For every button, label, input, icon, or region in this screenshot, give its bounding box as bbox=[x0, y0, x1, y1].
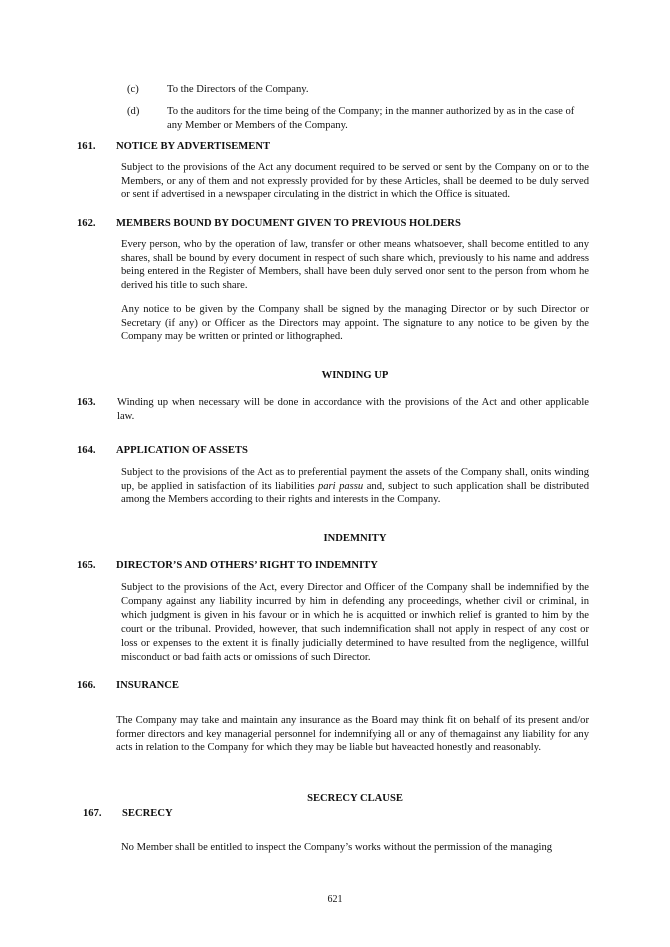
section-166-heading: INSURANCE bbox=[116, 680, 179, 691]
section-167-number: 167. bbox=[83, 808, 102, 819]
section-167-heading: SECRECY bbox=[122, 808, 173, 819]
section-161-heading: NOTICE BY ADVERTISEMENT bbox=[116, 141, 271, 152]
italic-term: pari passu bbox=[317, 480, 364, 492]
item-d-text: To the auditors for the time being of the Company; in the manner authorized by as in the case of any Member or Members of the Company. bbox=[167, 106, 575, 131]
section-165-body: Subject to the provisions of the Act, every Director and Officer of the Company shall be indemnified by the Company against any liability incurred by him in defending any proceedings, whether civil or criminal, in which judgment is given in his favour or in which he is acquitted or inwhich relief is granted to him by the court or the tribunal. Provided, however, that such indemnification shall not apply in respect of any cost or loss or expenses to the extent it is finally judicially determined to have resulted from the negligence, willful misconduct or bad faith acts or omissions of such Director. bbox=[121, 582, 589, 663]
section-164-heading: APPLICATION OF ASSETS bbox=[116, 445, 248, 456]
section-162-body-2: Any notice to be given by the Company shall be signed by the managing Director or by such Director or Secretary (if any) or Officer as the Directors may appoint. The signature to any notice to be given by the Company may be written or printed or lithographed. bbox=[121, 304, 589, 343]
secrecy-clause-title: SECRECY CLAUSE bbox=[307, 793, 403, 804]
section-163-number: 163. bbox=[77, 397, 96, 408]
section-161-number: 161. bbox=[77, 141, 96, 152]
section-161-body: Subject to the provisions of the Act any document required to be served or sent by the Company on or to the Members, or any of them and not expressly provided for by these Articles, shall be deemed to be duly served or sent if advertised in a newspaper circulating in the district in which the Office is situated. bbox=[121, 162, 589, 201]
section-167-body: No Member shall be entitled to inspect the Company’s works without the permission of the managing bbox=[121, 842, 553, 853]
item-d-label: (d) bbox=[127, 106, 140, 117]
section-163-body: Winding up when necessary will be done in accordance with the provisions of the Act and other applicable law. bbox=[117, 397, 589, 422]
section-166-number: 166. bbox=[77, 680, 96, 691]
indemnity-title: INDEMNITY bbox=[323, 533, 387, 544]
page-number: 621 bbox=[327, 894, 343, 905]
section-162-body-1: Every person, who by the operation of law, transfer or other means whatsoever, shall become entitled to any shares, shall be bound by every document in respect of such share which, previously to his name and address being entered in the Register of Members, shall have been duly served onor sent to the person from whom he derived his title to such share. bbox=[121, 239, 589, 291]
item-c-label: (c) bbox=[127, 84, 139, 95]
body-text: Subject to the provisions of the Act as to preferential payment the assets of the Company shall, onits winding up, be applied in satisfaction of its liabilities bbox=[121, 467, 589, 492]
winding-up-title: WINDING UP bbox=[321, 370, 389, 381]
section-162-heading: MEMBERS BOUND BY DOCUMENT GIVEN TO PREVIOUS HOLDERS bbox=[116, 218, 461, 229]
body-text: and, subject to such application shall be distributed among the Members according to their rights and interests in the Company. bbox=[121, 480, 590, 506]
section-165-number: 165. bbox=[77, 560, 96, 571]
section-164-number: 164. bbox=[77, 445, 96, 456]
item-c-text: To the Directors of the Company. bbox=[167, 84, 309, 95]
section-162-number: 162. bbox=[77, 218, 96, 229]
section-165-heading: DIRECTOR’S AND OTHERS’ RIGHT TO INDEMNITY bbox=[116, 560, 378, 571]
section-164-body bbox=[121, 466, 589, 507]
section-166-body: The Company may take and maintain any insurance as the Board may think fit on behalf of its present and/or former directors and key managerial personnel for indemnifying all or any of themagainst any liability for any acts in relation to the Company for which they may be liable but haveacted honestly and reasonably. bbox=[116, 715, 589, 754]
